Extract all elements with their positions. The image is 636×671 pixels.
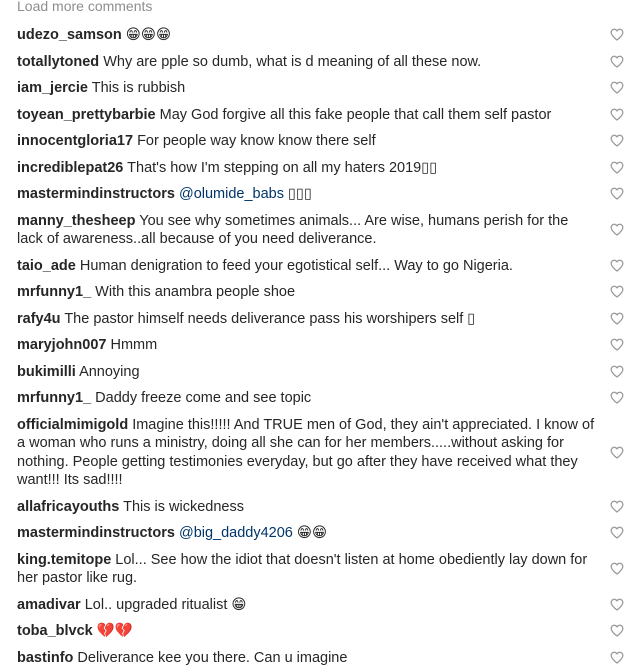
comment-text: Deliverance kee you there. Can u imagine <box>77 650 347 666</box>
comment-username[interactable]: amadivar <box>17 597 81 613</box>
comment-row <box>0 332 636 359</box>
comment-text: 😁😁😁 <box>126 27 171 43</box>
comment-row <box>0 253 636 280</box>
heart-outline-icon[interactable] <box>610 285 624 298</box>
heart-outline-icon[interactable] <box>610 338 624 351</box>
comment-username[interactable]: mrfunny1_ <box>17 284 91 300</box>
comment-row <box>0 385 636 412</box>
comment-username[interactable]: toyean_prettybarbie <box>17 107 156 123</box>
comment-username[interactable]: toba_blvck <box>17 623 93 639</box>
load-more-comments-link[interactable]: Load more comments <box>17 0 152 15</box>
comment-row <box>0 49 636 76</box>
comment-username[interactable]: udezo_samson <box>17 27 122 43</box>
comment-username[interactable]: incrediblepat26 <box>17 160 123 176</box>
comment-username[interactable]: manny_thesheep <box>17 213 135 229</box>
heart-outline-icon[interactable] <box>610 446 624 459</box>
heart-outline-icon[interactable] <box>610 28 624 41</box>
comment-username[interactable]: officialmimigold <box>17 417 128 433</box>
comment-username[interactable]: totallytoned <box>17 54 99 70</box>
comment-list <box>0 22 636 671</box>
heart-outline-icon[interactable] <box>610 365 624 378</box>
comment-text: Why are pple so dumb, what is d meaning of all these now. <box>103 54 481 70</box>
comment-username[interactable]: rafy4u <box>17 311 61 327</box>
comment-row <box>0 494 636 521</box>
comment-username[interactable]: mastermindinstructors <box>17 186 175 202</box>
comment-username[interactable]: innocentgloria17 <box>17 133 133 149</box>
heart-outline-icon[interactable] <box>610 624 624 637</box>
heart-outline-icon[interactable] <box>610 651 624 664</box>
heart-outline-icon[interactable] <box>610 161 624 174</box>
comment-row <box>0 520 636 547</box>
comment-text: The pastor himself needs deliverance pass his worshipers self ▯ <box>64 311 475 327</box>
heart-outline-icon[interactable] <box>610 55 624 68</box>
comment-row <box>0 412 636 494</box>
comment-row <box>0 592 636 619</box>
heart-outline-icon[interactable] <box>610 187 624 200</box>
comment-text: Hmmm <box>111 337 158 353</box>
comment-row <box>0 128 636 155</box>
comment-row <box>0 102 636 129</box>
comment-username[interactable]: taio_ade <box>17 258 76 274</box>
comment-username[interactable]: bastinfo <box>17 650 73 666</box>
comment-row <box>0 155 636 182</box>
comment-text: Daddy freeze come and see topic <box>95 390 311 406</box>
heart-outline-icon[interactable] <box>610 391 624 404</box>
comment-username[interactable]: mrfunny1_ <box>17 390 91 406</box>
comment-text: May God forgive all this fake people that call them self pastor <box>160 107 552 123</box>
comment-mention[interactable]: @olumide_babs <box>179 186 284 202</box>
comment-row <box>0 359 636 386</box>
comment-text: Lol.. upgraded ritualist 😁 <box>85 597 247 613</box>
comment-text: For people way know know there self <box>137 133 376 149</box>
comment-row <box>0 22 636 49</box>
comment-text: Imagine this!!!!! And TRUE men of God, they ain't appreciated. I know of a woman who runs a ministry, doing all she can for her members.....without asking for nothing. People getting testimonies everyday, but go after they have received what they want!!! Its sad!!!! <box>17 417 594 489</box>
comment-row <box>0 181 636 208</box>
comment-username[interactable]: allafricayouths <box>17 499 119 515</box>
comment-text: Annoying <box>79 364 139 380</box>
heart-outline-icon[interactable] <box>610 526 624 539</box>
heart-outline-icon[interactable] <box>610 312 624 325</box>
comment-text: 😁😁 <box>297 525 327 541</box>
comment-username[interactable]: king.temitope <box>17 552 111 568</box>
heart-outline-icon[interactable] <box>610 134 624 147</box>
comment-username[interactable]: mastermindinstructors <box>17 525 175 541</box>
comment-text: That's how I'm stepping on all my haters 2019▯▯ <box>127 160 437 176</box>
heart-outline-icon[interactable] <box>610 598 624 611</box>
comment-row <box>0 306 636 333</box>
comment-text: This is wickedness <box>123 499 244 515</box>
comment-text: Lol... See how the idiot that doesn't listen at home obediently lay down for her pastor like rug. <box>17 552 587 587</box>
comment-row <box>0 75 636 102</box>
heart-outline-icon[interactable] <box>610 223 624 236</box>
heart-outline-icon[interactable] <box>610 108 624 121</box>
comment-text: ▯▯▯ <box>288 186 312 202</box>
comment-username[interactable]: iam_jercie <box>17 80 88 96</box>
comment-text: 💔💔 <box>97 623 133 639</box>
heart-outline-icon[interactable] <box>610 500 624 513</box>
heart-outline-icon[interactable] <box>610 562 624 575</box>
comment-text: With this anambra people shoe <box>95 284 295 300</box>
comment-text: Human denigration to feed your egotistical self... Way to go Nigeria. <box>80 258 513 274</box>
comment-row <box>0 208 636 253</box>
heart-outline-icon[interactable] <box>610 259 624 272</box>
comment-username[interactable]: maryjohn007 <box>17 337 106 353</box>
comment-row <box>0 645 636 671</box>
comment-text: You see why sometimes animals... Are wise, humans perish for the lack of awareness..all because of you need deliverance. <box>17 213 568 248</box>
comment-row <box>0 547 636 592</box>
comment-username[interactable]: bukimilli <box>17 364 76 380</box>
comment-row <box>0 279 636 306</box>
comment-row <box>0 618 636 645</box>
comment-text: This is rubbish <box>92 80 185 96</box>
heart-outline-icon[interactable] <box>610 81 624 94</box>
comment-mention[interactable]: @big_daddy4206 <box>179 525 293 541</box>
